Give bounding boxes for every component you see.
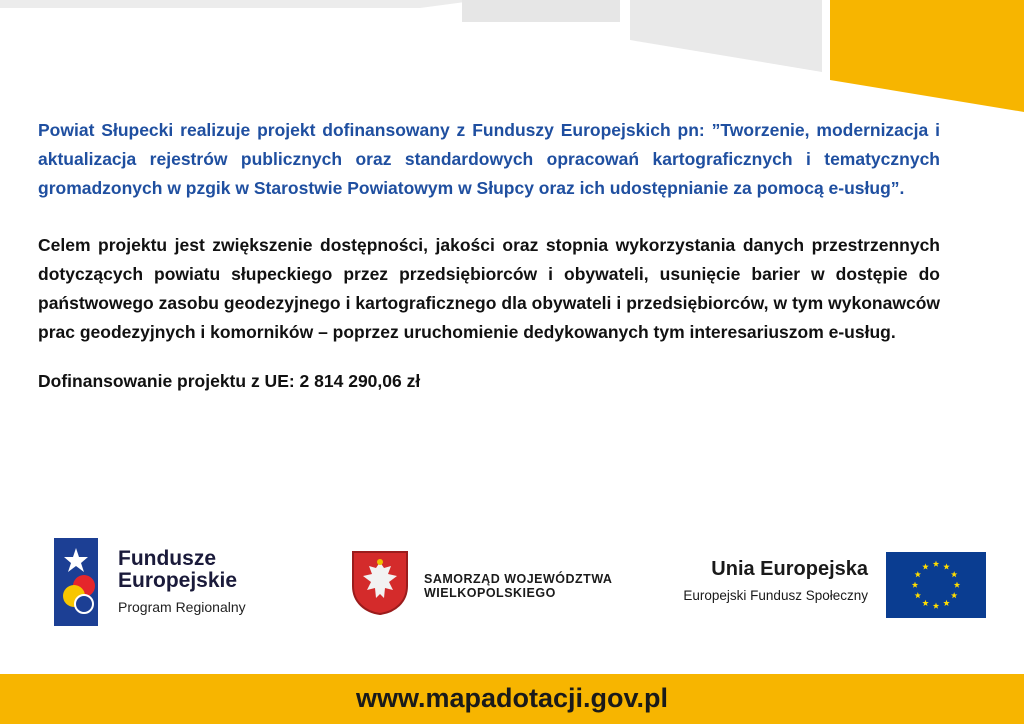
ue-title: Unia Europejska (711, 558, 868, 580)
ue-logo-text (640, 558, 868, 605)
fe-star-logo-icon (54, 538, 98, 626)
project-description: Powiat Słupecki realizuje projekt dofinansowany z Funduszy Europejskich pn: ”Tworzenie, modernizacja i aktualizacja rejestrów publicznych oraz standardowych opracowań kartograficznych i tematycznych gromadzonych w pzgik w Starostwie Powiatowym w Słupcy oraz ich udostępnianie za pomocą e-usług”. (38, 120, 940, 198)
wlkp-line2: WIELKOPOLSKIEGO (424, 586, 556, 600)
footer-url: www.mapadotacji.gov.pl (355, 683, 669, 713)
funding-amount: Dofinansowanie projektu z UE: 2 814 290,06 zł (38, 371, 421, 391)
wlkp-line1: SAMORZĄD WOJEWÓDZTWA (424, 572, 613, 586)
top-decoration (0, 0, 1024, 120)
footer-bar (0, 674, 1024, 724)
eu-flag-icon (886, 552, 986, 618)
wlkp-logo-text (424, 572, 612, 600)
logo-bar (0, 530, 1024, 640)
ue-subtitle: Europejski Fundusz Społeczny (683, 588, 868, 603)
fe-logo-text (118, 548, 246, 616)
fe-title-line2: Europejskie (118, 569, 238, 592)
fe-subtitle: Program Regionalny (118, 599, 246, 615)
text-content (38, 116, 940, 392)
white-eagle-crest-icon (351, 550, 409, 616)
fe-title-line1: Fundusze (118, 547, 216, 570)
project-goal: Celem projektu jest zwiększenie dostępności, jakości oraz stopnia wykorzystania danych przestrzennych dotyczących powiatu słupeckiego przez przedsiębiorców i obywateli, usunięcie barier w dostępie do państwowego zasobu geodezyjnego i kartograficznego dla obywateli i przedsiębiorców, w tym wykonawców prac geodezyjnych i komorników – poprzez uruchomienie dedykowanych tym interesariuszom e-usług. (38, 235, 940, 342)
